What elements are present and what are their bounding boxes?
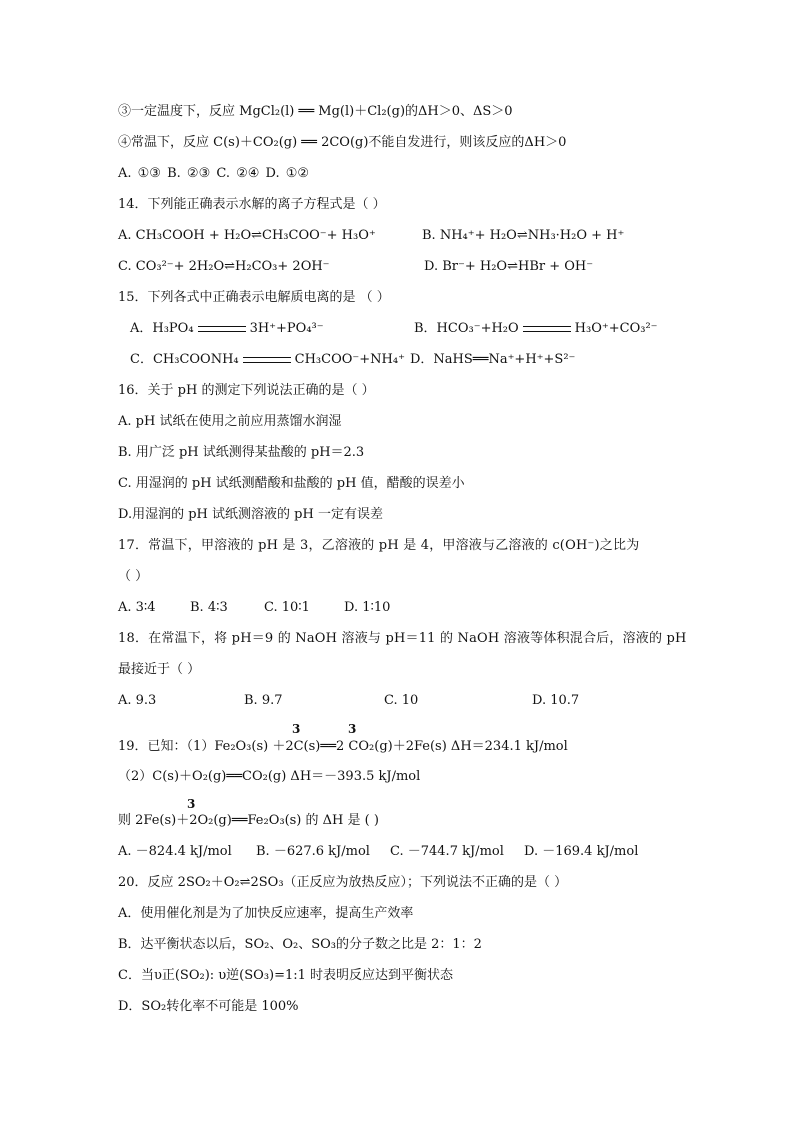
q17-option-a: A. 3∶4 xyxy=(118,600,156,615)
q16-option-a: A. pH 试纸在使用之前应用蒸馏水润湿 xyxy=(118,414,342,429)
q20-option-a: A．使用催化剂是为了加快反应速率，提高生产效率 xyxy=(118,906,414,921)
q19-option-a: A. －824.4 kJ/mol xyxy=(118,844,232,859)
q17-option-b: B. 4∶3 xyxy=(190,600,228,615)
q15-options-row1 xyxy=(130,320,670,338)
q17-answer-paren: （ ） xyxy=(118,569,149,584)
q15-option-b xyxy=(414,320,658,338)
q16-stem: 16．关于 pH 的测定下列说法正确的是（ ） xyxy=(118,383,375,398)
q20-option-c: C．当υ正(SO₂): υ逆(SO₃)=1:1 时表明反应达到平衡状态 xyxy=(118,968,454,983)
q14-option-c: C. CO₃²⁻+ 2H₂O⇌H₂CO₃+ 2OH⁻ xyxy=(118,259,330,274)
q13-options: A. ①③ B. ②③ C. ②④ D. ①② xyxy=(118,166,310,181)
q19-option-b: B. －627.6 kJ/mol xyxy=(256,844,370,859)
q15-stem: 15．下列各式中正确表示电解质电离的是 （ ） xyxy=(118,290,390,305)
q20-stem: 20．反应 2SO₂＋O₂⇌2SO₃（正反应为放热反应）；下列说法不正确的是（ ） xyxy=(118,875,568,890)
q18-stem: 18．在常温下，将 pH＝9 的 NaOH 溶液与 pH＝11 的 NaOH 溶液等体积混合后，溶液的 pH xyxy=(118,631,687,646)
q14-options-row1 xyxy=(118,227,678,245)
q14-option-b: B. NH₄⁺+ H₂O⇌NH₃·H₂O + H⁺ xyxy=(422,228,625,243)
q16-option-c: C. 用湿润的 pH 试纸测醋酸和盐酸的 pH 值，醋酸的误差小 xyxy=(118,476,465,491)
q15-option-a xyxy=(130,320,324,338)
q20-option-b: B．达平衡状态以后，SO₂、O₂、SO₃的分子数之比是 2：1：2 xyxy=(118,937,482,952)
q18-options xyxy=(118,692,588,710)
equilibrium-arrow-icon xyxy=(198,323,246,335)
q18-stem-cont: 最接近于（ ） xyxy=(118,662,201,677)
q18-option-b: B. 9.7 xyxy=(244,693,283,708)
q14-option-a: A. CH₃COOH + H₂O⇌CH₃COO⁻+ H₃O⁺ xyxy=(118,228,376,243)
equilibrium-arrow-icon xyxy=(523,323,571,335)
q17-stem: 17．常温下，甲溶液的 pH 是 3，乙溶液的 pH 是 4，甲溶液与乙溶液的 c(OH⁻)之比为 xyxy=(118,538,640,553)
q15-b-reactant: B．HCO₃⁻+H₂O xyxy=(414,321,519,336)
q19-fraction-numerator: 3 xyxy=(292,722,301,736)
q15-a-reactant: A．H₃PO₄ xyxy=(130,321,194,336)
q18-option-c: C. 10 xyxy=(384,693,419,708)
q17-option-d: D. 1∶10 xyxy=(344,600,391,615)
q15-c-product: CH₃COO⁻+NH₄⁺ xyxy=(294,352,405,367)
q17-option-c: C. 10∶1 xyxy=(264,600,310,615)
q15-option-d: D．NaHS══Na⁺+H⁺+S²⁻ xyxy=(410,352,576,367)
q14-stem: 14．下列能正确表示水解的离子方程式是（ ） xyxy=(118,197,386,212)
equilibrium-arrow-icon xyxy=(243,354,291,366)
q17-options xyxy=(118,599,518,617)
q19-fraction-numerator: 3 xyxy=(348,722,357,736)
q18-option-a: A. 9.3 xyxy=(118,693,157,708)
q16-option-d: D.用湿润的 pH 试纸测溶液的 pH 一定有误差 xyxy=(118,507,383,522)
q15-c-reactant: C．CH₃COONH₄ xyxy=(130,352,239,367)
item-3: ③一定温度下，反应 MgCl₂(l) ══ Mg(l)＋Cl₂(g)的ΔH＞0、ΔS＞0 xyxy=(118,104,513,119)
q14-options-row2 xyxy=(118,258,678,276)
q14-option-d: D. Br⁻+ H₂O⇌HBr + OH⁻ xyxy=(424,259,594,274)
q19-option-d: D. －169.4 kJ/mol xyxy=(524,844,639,859)
q15-option-c xyxy=(130,351,405,369)
q16-option-b: B. 用广泛 pH 试纸测得某盐酸的 pH＝2.3 xyxy=(118,445,365,460)
item-4: ④常温下，反应 C(s)＋CO₂(g) ══ 2CO(g)不能自发进行，则该反应的ΔH＞0 xyxy=(118,135,567,150)
q15-b-product: H₃O⁺+CO₃²⁻ xyxy=(574,321,658,336)
q19-equation-2: （2）C(s)＋O₂(g)══CO₂(g) ΔH＝－393.5 kJ/mol xyxy=(118,769,421,784)
q19-question: 则 2Fe(s)＋2O₂(g)══Fe₂O₃(s) 的 ΔH 是 ( ) xyxy=(118,813,379,828)
q18-option-d: D. 10.7 xyxy=(532,693,580,708)
q19-options xyxy=(118,843,638,861)
q15-options-row2 xyxy=(130,351,670,369)
q19-fraction-numerator: 3 xyxy=(187,797,196,811)
q20-option-d: D．SO₂转化率不可能是 100% xyxy=(118,999,299,1014)
q19-stem: 19．已知：（1）Fe₂O₃(s) ＋2C(s)══2 CO₂(g)＋2Fe(s) ΔH＝234.1 kJ/mol xyxy=(118,739,568,754)
q15-a-product: 3H⁺+PO₄³⁻ xyxy=(249,321,324,336)
q19-option-c: C. －744.7 kJ/mol xyxy=(390,844,504,859)
